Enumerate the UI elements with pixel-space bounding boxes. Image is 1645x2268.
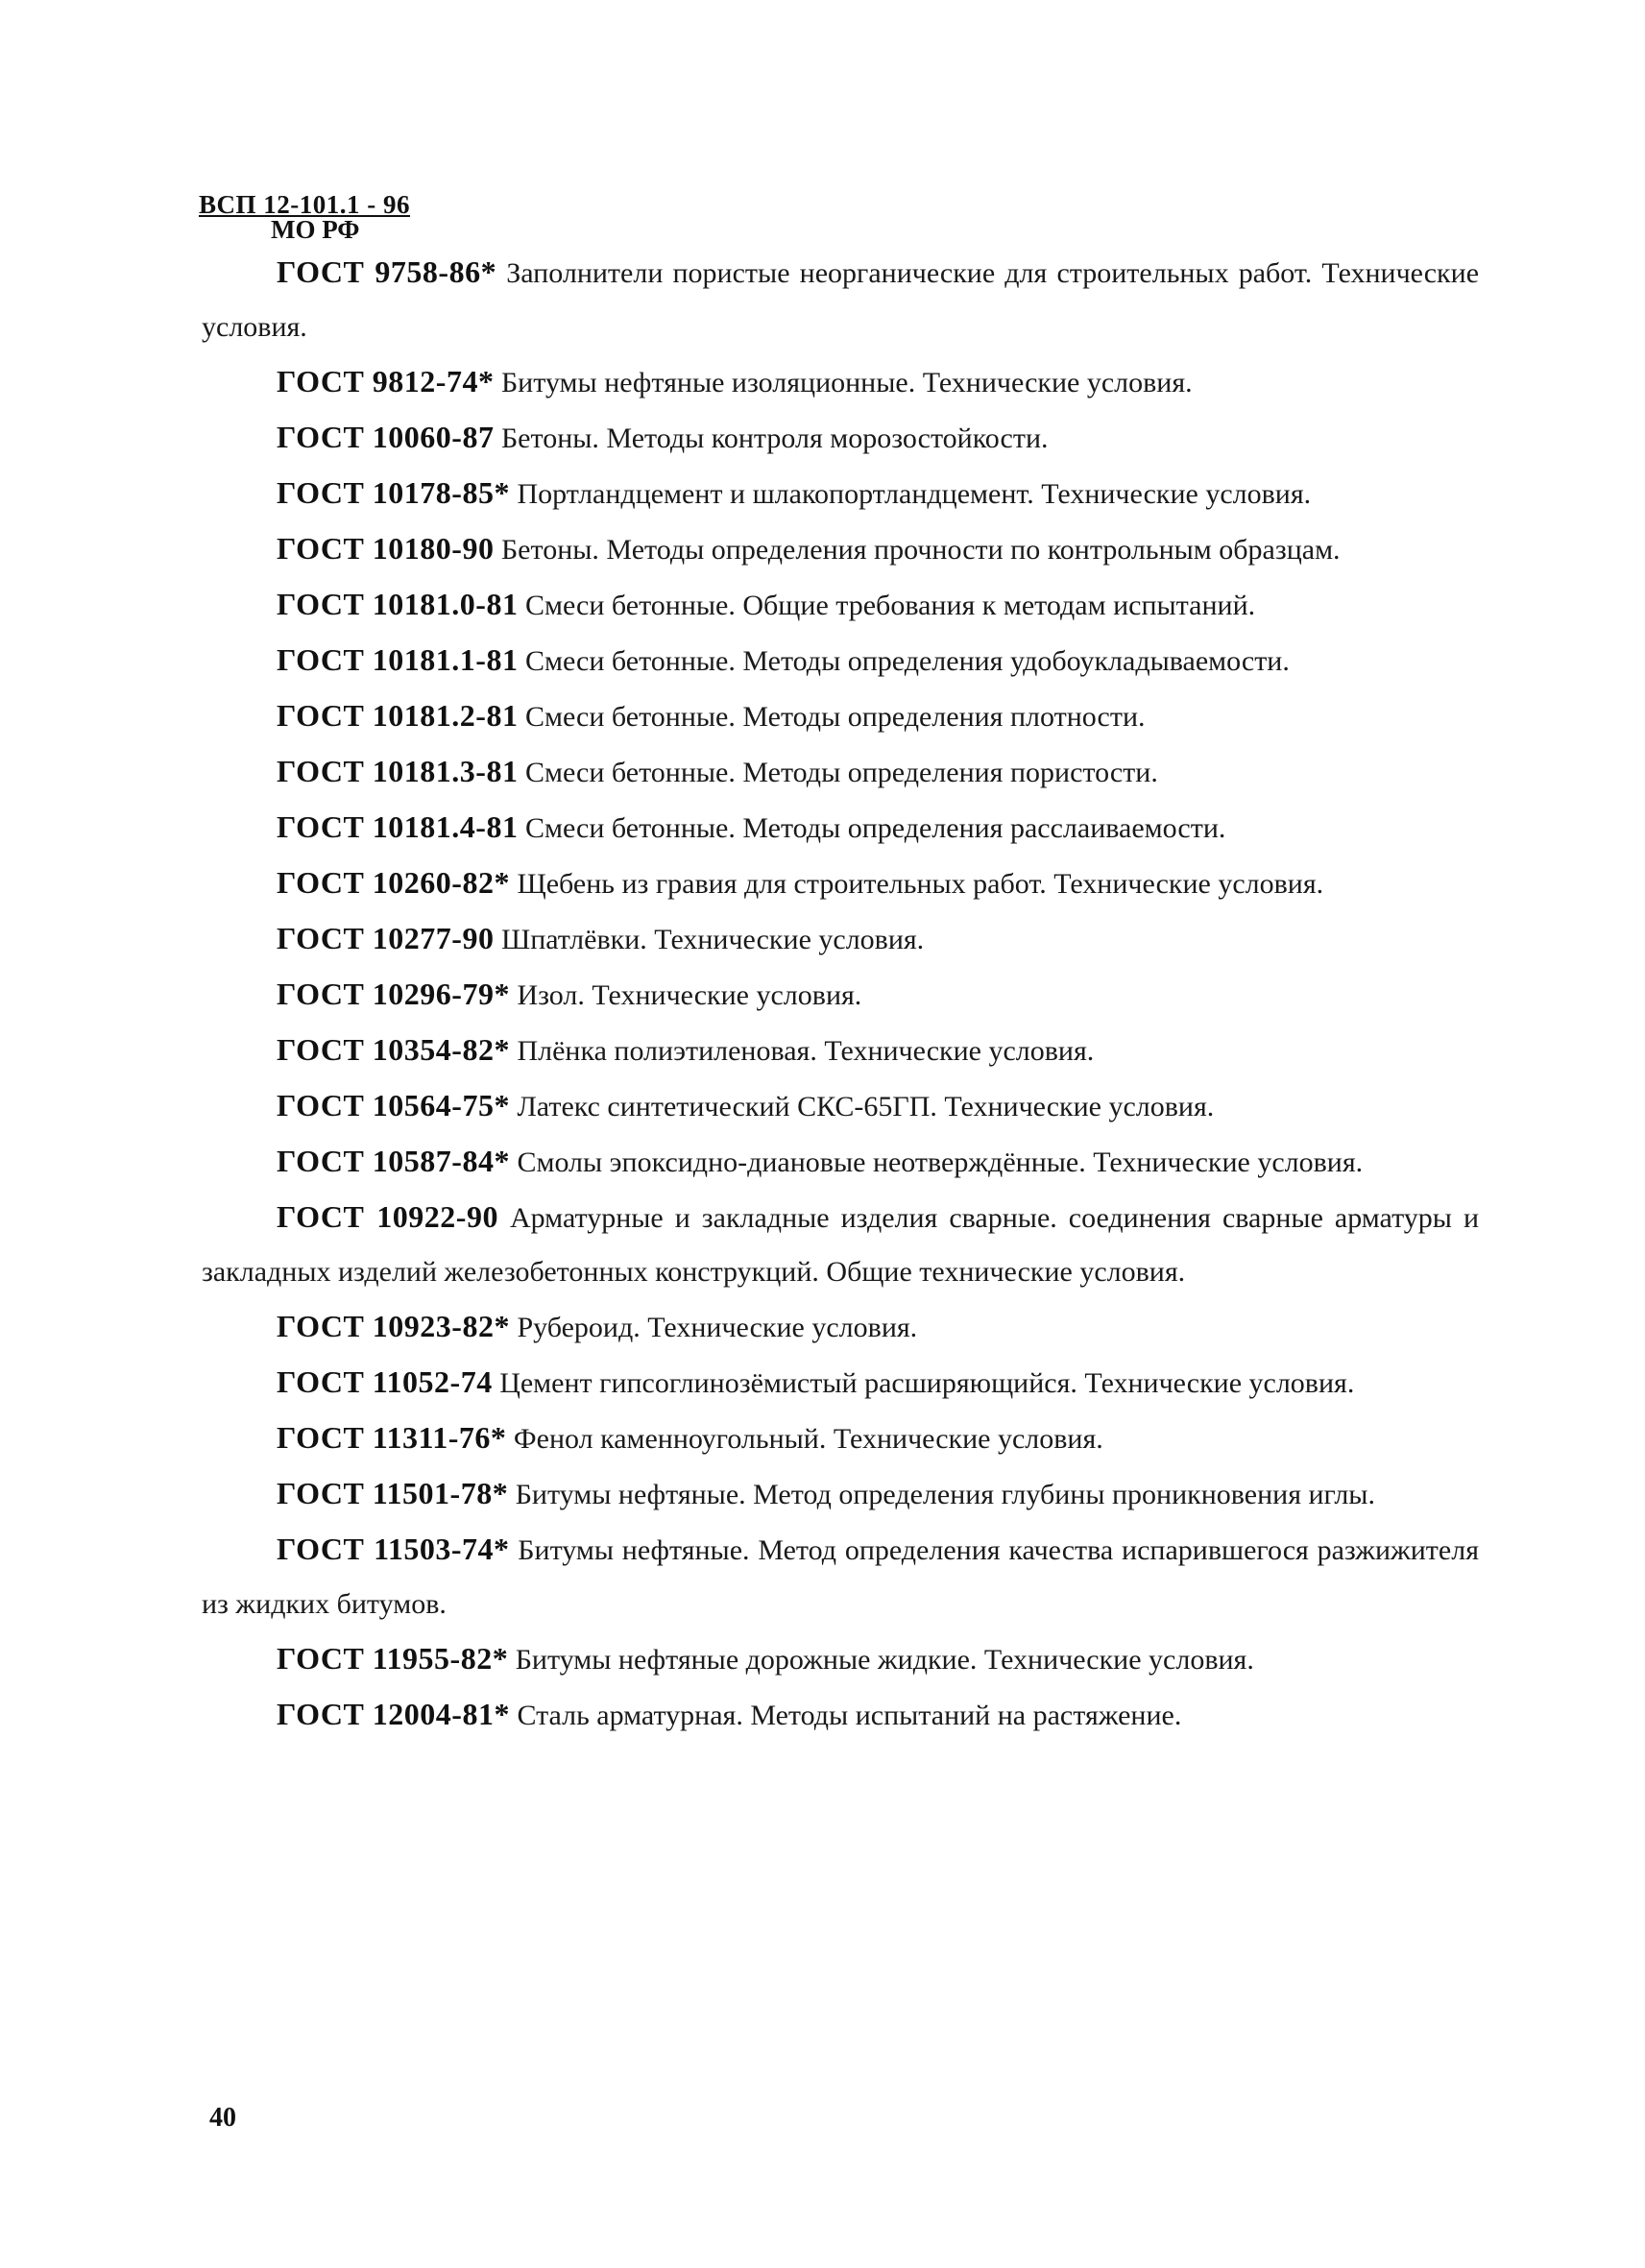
standard-entry — [202, 1078, 1479, 1134]
document-code: ВСП 12-101.1 - 96 — [199, 190, 410, 219]
standard-title: Смеси бетонные. Методы определения плотности. — [524, 701, 1146, 733]
standard-title: Смеси бетонные. Методы определения удобоукладываемости. — [524, 645, 1290, 677]
standard-entry — [202, 521, 1479, 577]
standard-code: ГОСТ 11955-82* — [277, 1641, 509, 1676]
standard-code: ГОСТ 11311-76* — [277, 1420, 507, 1455]
standard-entry — [202, 911, 1479, 967]
standard-title: Щебень из гравия для строительных работ. Технические условия. — [517, 868, 1324, 900]
standard-title: Битумы нефтяные дорожные жидкие. Технические условия. — [515, 1644, 1254, 1676]
standard-title: Заполнители пористые неорганические для строительных работ. Технические условия. — [202, 257, 1480, 343]
standard-entry — [202, 800, 1479, 856]
standard-title: Битумы нефтяные. Метод определения качества испарившегося разжижителя из жидких битумов. — [202, 1534, 1480, 1620]
standard-entry — [202, 245, 1479, 354]
standard-entry — [202, 1687, 1479, 1743]
standard-entry — [202, 466, 1479, 521]
standards-list — [202, 245, 1479, 1743]
standard-entry — [202, 1190, 1479, 1299]
standard-code: ГОСТ 9812-74* — [277, 364, 495, 398]
standard-entry — [202, 744, 1479, 800]
standard-title: Изол. Технические условия. — [517, 979, 862, 1011]
standard-code: ГОСТ 11501-78* — [277, 1476, 509, 1510]
standard-title: Битумы нефтяные изоляционные. Технические условия. — [500, 367, 1193, 398]
standard-code: ГОСТ 10296-79* — [277, 977, 510, 1011]
standard-entry — [202, 354, 1479, 410]
standard-code: ГОСТ 11503-74* — [277, 1532, 510, 1566]
standard-entry — [202, 1466, 1479, 1522]
standard-code: ГОСТ 10178-85* — [277, 475, 510, 510]
standard-title: Бетоны. Методы определения прочности по контрольным образцам. — [500, 534, 1341, 566]
standard-code: ГОСТ 10181.2-81 — [277, 698, 519, 733]
organization-label: МО РФ — [271, 215, 360, 244]
standard-entry — [202, 1355, 1479, 1411]
standard-title: Портландцемент и шлакопортландцемент. Технические условия. — [517, 478, 1312, 510]
standard-title: Битумы нефтяные. Метод определения глубины проникновения иглы. — [515, 1479, 1375, 1510]
standard-code: ГОСТ 10181.0-81 — [277, 587, 519, 621]
standard-code: ГОСТ 10587-84* — [277, 1144, 510, 1178]
standard-code: ГОСТ 10060-87 — [277, 420, 495, 454]
standard-entry — [202, 633, 1479, 688]
standard-entry — [202, 1522, 1479, 1631]
standard-code: ГОСТ 10277-90 — [277, 921, 495, 955]
standard-code: ГОСТ 10354-82* — [277, 1032, 510, 1067]
standard-entry — [202, 967, 1479, 1023]
standard-title: Шпатлёвки. Технические условия. — [500, 924, 925, 955]
page-number: 40 — [209, 2103, 236, 2133]
standard-code: ГОСТ 10181.4-81 — [277, 809, 519, 844]
standard-title: Латекс синтетический СКС-65ГП. Технические условия. — [517, 1091, 1215, 1122]
standard-entry — [202, 577, 1479, 633]
standard-entry — [202, 1023, 1479, 1078]
standard-title: Смеси бетонные. Методы определения пористости. — [524, 757, 1158, 788]
standard-entry — [202, 1134, 1479, 1190]
standard-title: Смеси бетонные. Методы определения расслаиваемости. — [524, 812, 1226, 844]
standard-entry — [202, 688, 1479, 744]
page-header — [199, 192, 410, 242]
standard-title: Цемент гипсоглинозёмистый расширяющийся. Технические условия. — [499, 1367, 1355, 1399]
standard-title: Смеси бетонные. Общие требования к методам испытаний. — [524, 590, 1256, 621]
standard-title: Фенол каменноугольный. Технические условия. — [513, 1423, 1103, 1455]
standard-entry — [202, 410, 1479, 466]
standard-code: ГОСТ 10181.3-81 — [277, 754, 519, 788]
standard-title: Сталь арматурная. Методы испытаний на растяжение. — [517, 1700, 1182, 1731]
standard-code: ГОСТ 10922-90 — [277, 1199, 498, 1234]
standard-title: Плёнка полиэтиленовая. Технические условия. — [517, 1035, 1095, 1067]
standard-code: ГОСТ 10180-90 — [277, 531, 495, 566]
standard-title: Смолы эпоксидно-диановые неотверждённые. Технические условия. — [517, 1146, 1364, 1178]
standard-code: ГОСТ 12004-81* — [277, 1697, 510, 1731]
standard-code: ГОСТ 9758-86* — [277, 254, 497, 289]
standard-code: ГОСТ 10181.1-81 — [277, 642, 519, 677]
standard-title: Арматурные и закладные изделия сварные. соединения сварные арматуры и закладных изделий железобетонных конструкций. Общие технические условия. — [202, 1202, 1479, 1288]
standard-title: Рубероид. Технические условия. — [517, 1312, 918, 1343]
standard-entry — [202, 1631, 1479, 1687]
standard-entry — [202, 1411, 1479, 1466]
standard-title: Бетоны. Методы контроля морозостойкости. — [500, 422, 1049, 454]
standard-code: ГОСТ 10260-82* — [277, 865, 510, 900]
standard-entry — [202, 1299, 1479, 1355]
standard-code: ГОСТ 10923-82* — [277, 1309, 510, 1343]
standard-code: ГОСТ 11052-74 — [277, 1364, 493, 1399]
standard-code: ГОСТ 10564-75* — [277, 1088, 510, 1122]
standard-entry — [202, 856, 1479, 911]
